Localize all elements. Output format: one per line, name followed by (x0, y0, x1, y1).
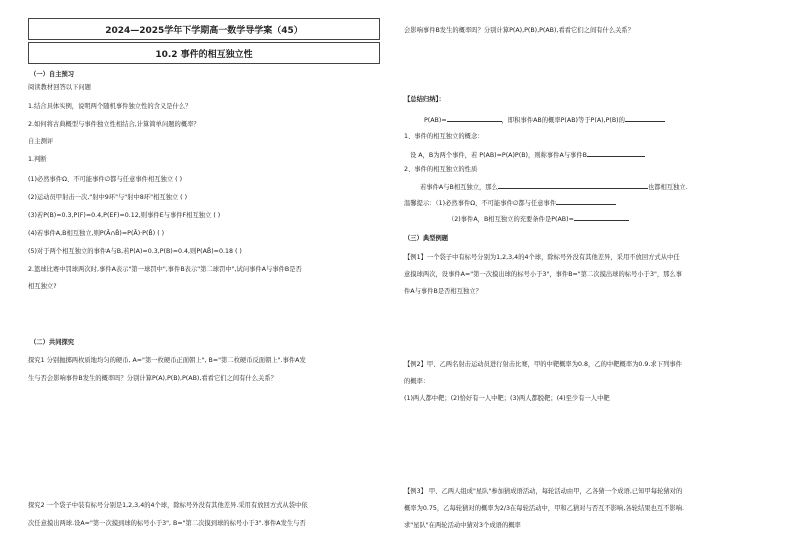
judge-heading: 1.判断 (28, 156, 47, 163)
answer-blank[interactable] (574, 214, 629, 221)
page-title: 2024—2025学年下学期高一数学导学案（45） (105, 25, 303, 36)
lesson-title-box (28, 42, 380, 64)
page-title-box (28, 18, 380, 40)
pab-text: ，即积事件AB的概率P(AB)等于P(A),P(B)的 (501, 117, 625, 124)
example-2-line-3: (1)两人都中靶；(2)恰好有一人中靶；(3)两人都脱靶；(4)至少有一人中靶 (404, 395, 610, 402)
property-tail: 也都相互独立. (647, 184, 688, 191)
tip-line-1 (404, 198, 616, 208)
example-2-line-2: 的概率： (404, 378, 430, 385)
judge-item-4: (4)若事件A,B相互独立,则P(Ā∩B̄)=P(Ā)·P(B̄) ( ) (28, 230, 165, 237)
tip-text-2: （2)事件A，B相互独立的充要条件是P(AB)= (448, 216, 574, 223)
self-test-heading: 自主测评 (28, 138, 54, 145)
product-probability-line (424, 115, 665, 125)
example-3-line-1: 【例3】 甲、乙两人组成"星队"参加猜成语活动，每轮活动由甲，乙各猜一个成语,已知甲每轮猜对的 (404, 488, 683, 495)
example-1-line-1: 【例1】一个袋子中有标号分别为1,2,3,4的4个球，除标号外没有其他差异，采用不放回方式从中任 (404, 254, 680, 261)
explore-1-line-1: 探究1 分别抛掷两枚质地均匀的硬币, A="第一枚硬币正面朝上", B="第二枚硬币反面朝上".事件A发 (28, 357, 306, 364)
example-1-line-2: 意摸球两次，设事件A="第一次摸出球的标号小于3"，事件B="第二次摸出球的标号小于3"，那么事 (404, 271, 683, 278)
basketball-question-line-2: 相互独立? (28, 283, 57, 290)
property-body (420, 182, 688, 192)
judge-item-5: (5)对于两个相互独立的事件A与B,若P(A)=0.3,P(B)=0.4,则P(AB̄)=0.18 ( ) (28, 248, 242, 255)
answer-blank[interactable] (447, 115, 502, 122)
question-2: 2.如何将古典概型与事件独立性相结合,计算简单问题的概率？ (28, 121, 200, 128)
lesson-title: 10.2 事件的相互独立性 (155, 49, 253, 60)
pab-label: P(AB)= (424, 117, 447, 124)
answer-blank[interactable] (556, 198, 616, 205)
answer-blank[interactable] (625, 115, 665, 122)
definition-heading: 1、事件的相互独立的概念： (404, 133, 484, 140)
explore-2-line-2: 次任意摸出两球.设A="第一次摸到球的标号小于3", B="第二次摸到球的标号小于3".事件A发生与否 (28, 520, 306, 527)
read-instruction: 阅读教材回答以下问题 (28, 84, 91, 91)
judge-item-1: (1)必然事件Ω、不可能事件∅都与任意事件相互独立 ( ) (28, 176, 183, 183)
definition-body (410, 150, 645, 160)
definition-text: 设 A，B为两个事件，若 P(AB)=P(A)P(B)，则称事件A与事件B (410, 152, 587, 159)
judge-item-2: (2)运动员甲射击一次,"射中9环"与"射中8环"相互独立 ( ) (28, 194, 188, 201)
tip-line-2 (448, 214, 629, 224)
property-heading: 2、事件的相互独立的性质 (404, 166, 478, 173)
question-1: 1.结合具体实例，说明两个随机事件独立性的含义是什么？ (28, 103, 192, 110)
section-examples: （三）典型例题 (404, 235, 449, 242)
example-3-line-3: 求"星队"在两轮活动中猜对3个成语的概率 (404, 522, 521, 529)
explore-1-line-2: 生与否会影响事件B发生的概率吗？分别计算P(A),P(B),P(AB),看看它们之间有什么关系？ (28, 375, 277, 382)
answer-blank[interactable] (498, 182, 648, 189)
section-self-preview: （一）自主预习 (30, 71, 75, 78)
tip-text-1: 温馨提示：（1)必然事件Ω，不可能事件∅都与任意事件 (404, 200, 557, 207)
judge-item-3: (3)若P(B)=0.3,P(F)=0.4,P(EF)=0.12,则事件E与事件F相互独立 ( ) (28, 212, 221, 219)
summary-heading: 【总结归纳】： (404, 96, 445, 103)
example-3-line-2: 概率为0.75，乙每轮猜对的概率为2/3在每轮活动中，甲和乙猜对与否互不影响,各轮结果也互不影响. (404, 505, 685, 512)
example-2-line-1: 【例2】甲、乙两名射击运动员进行射击比赛，甲的中靶概率为0.8，乙的中靶概率为0.9.求下列事件 (404, 361, 682, 368)
explore-2-line-1: 探究2 一个袋子中装有标号分别是1,2,3,4的4个球，除标号外没有其他差异.采用有放回方式从袋中依 (28, 502, 308, 509)
property-text: 若事件A与B相互独立，那么 (420, 184, 498, 191)
answer-blank[interactable] (587, 150, 645, 157)
section-co-explore: （二）共同探究 (30, 339, 75, 346)
explore-2-continued: 会影响事件B发生的概率吗？分别计算P(A),P(B),P(AB),看看它们之间有什么关系？ (404, 27, 635, 34)
basketball-question-line-1: 2.篮球比赛中罚球两次时,事件A表示"第一球罚中",事件B表示"第二球罚中",试问事件A与事件B是否 (28, 266, 302, 273)
example-1-line-3: 件A与事件B是否相互独立？ (404, 288, 482, 295)
